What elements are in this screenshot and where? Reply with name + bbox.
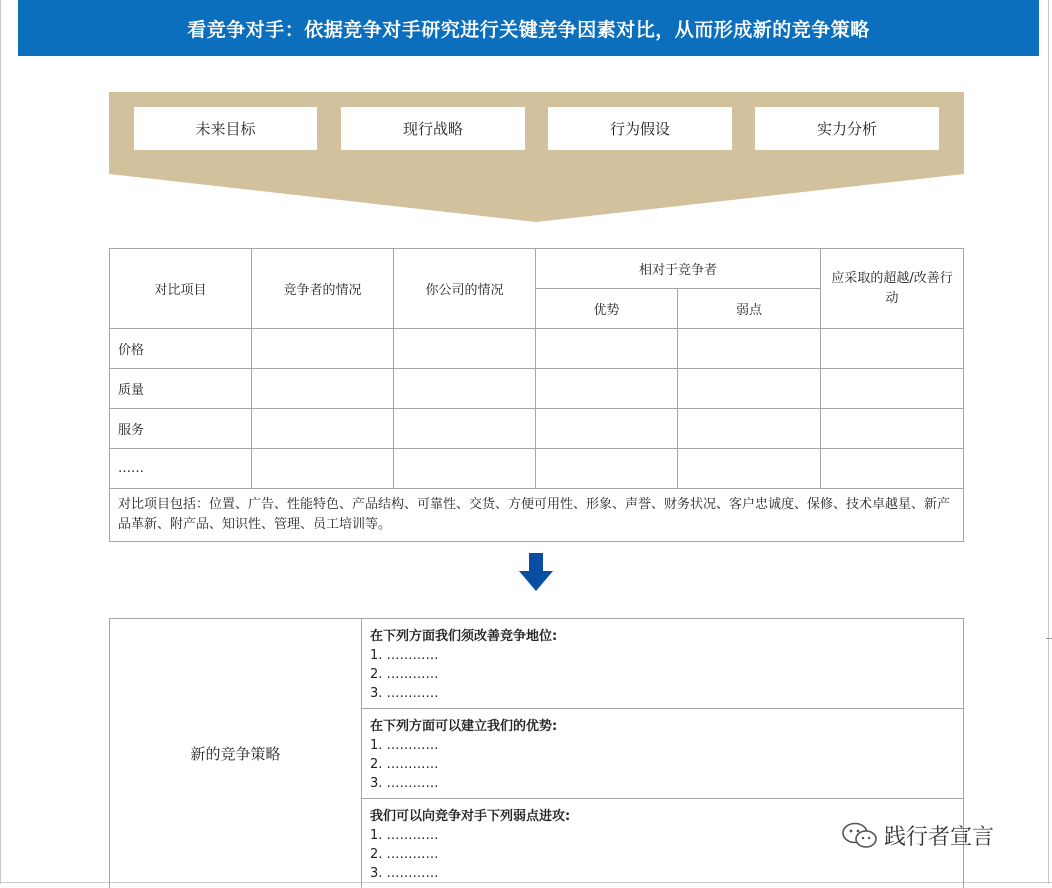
factor-box-2 bbox=[341, 107, 525, 150]
table-row bbox=[110, 329, 964, 369]
row-label: …… bbox=[110, 449, 252, 489]
header-action: 应采取的超越/改善行动 bbox=[821, 249, 964, 329]
strategy-table bbox=[109, 618, 964, 888]
table-cell bbox=[678, 409, 821, 449]
factor-box-4 bbox=[755, 107, 939, 150]
section-title: 在下列方面我们须改善竞争地位: bbox=[370, 627, 955, 646]
header-relative: 相对于竞争者 bbox=[536, 249, 821, 289]
row-label: 服务 bbox=[110, 409, 252, 449]
down-arrow-icon bbox=[519, 553, 553, 591]
page-title: 看竞争对手：依据竞争对手研究进行关键竞争因素对比，从而形成新的竞争策略 bbox=[18, 0, 1039, 56]
table-cell bbox=[678, 329, 821, 369]
strategy-section-improve bbox=[362, 619, 964, 709]
table-cell bbox=[394, 409, 536, 449]
table-cell bbox=[394, 449, 536, 489]
list-item: 2. ………… bbox=[370, 755, 955, 774]
table-cell bbox=[678, 369, 821, 409]
section-title: 在下列方面可以建立我们的优势: bbox=[370, 717, 955, 736]
table-cell bbox=[252, 369, 394, 409]
table-cell bbox=[821, 369, 964, 409]
list-item: 2. ………… bbox=[370, 845, 955, 864]
header-weakness: 弱点 bbox=[678, 289, 821, 329]
table-cell bbox=[394, 369, 536, 409]
table-cell bbox=[536, 409, 678, 449]
table-cell bbox=[536, 369, 678, 409]
table-cell bbox=[678, 449, 821, 489]
list-item: 1. ………… bbox=[370, 826, 955, 845]
factor-label: 未来目标 bbox=[195, 118, 255, 139]
comparison-note: 对比项目包括：位置、广告、性能特色、产品结构、可靠性、交货、方便可用性、形象、声誉、财务状况、客户忠诚度、保修、技术卓越星、新产品革新、附产品、知识性、管理、员工培训等。 bbox=[110, 489, 964, 542]
factor-label: 行为假设 bbox=[610, 118, 670, 139]
factor-box-3 bbox=[548, 107, 732, 150]
list-item: 1. ………… bbox=[370, 736, 955, 755]
factor-funnel bbox=[109, 92, 964, 222]
comparison-table bbox=[109, 248, 964, 542]
table-cell bbox=[394, 329, 536, 369]
header-competitor: 竞争者的情况 bbox=[252, 249, 394, 329]
factor-label: 实力分析 bbox=[817, 118, 877, 139]
wechat-icon bbox=[842, 822, 878, 850]
factor-box-1 bbox=[134, 107, 317, 150]
strategy-section-advantage bbox=[362, 709, 964, 799]
table-cell bbox=[821, 449, 964, 489]
table-cell bbox=[252, 449, 394, 489]
table-cell bbox=[821, 329, 964, 369]
list-item: 3. ………… bbox=[370, 774, 955, 793]
watermark-text: 践行者宣言 bbox=[884, 820, 994, 851]
frame-right-border bbox=[1048, 0, 1049, 884]
table-cell bbox=[252, 329, 394, 369]
table-row bbox=[110, 409, 964, 449]
header-yours: 你公司的情况 bbox=[394, 249, 536, 329]
table-cell bbox=[536, 329, 678, 369]
list-item: 3. ………… bbox=[370, 684, 955, 703]
section-title: 我们可以向竞争对手下列弱点进攻: bbox=[370, 807, 955, 826]
table-row bbox=[110, 369, 964, 409]
strategy-label: 新的竞争策略 bbox=[110, 619, 362, 888]
row-label: 价格 bbox=[110, 329, 252, 369]
watermark bbox=[842, 820, 994, 851]
factor-label: 现行战略 bbox=[403, 118, 463, 139]
header-item: 对比项目 bbox=[110, 249, 252, 329]
frame-left-border bbox=[0, 0, 1, 884]
list-item: 3. ………… bbox=[370, 864, 955, 883]
header-advantage: 优势 bbox=[536, 289, 678, 329]
list-item: 2. ………… bbox=[370, 665, 955, 684]
row-label: 质量 bbox=[110, 369, 252, 409]
table-row bbox=[110, 449, 964, 489]
table-cell bbox=[536, 449, 678, 489]
frame-tick-mark bbox=[1046, 638, 1052, 639]
table-cell bbox=[821, 409, 964, 449]
list-item: 1. ………… bbox=[370, 646, 955, 665]
table-cell bbox=[252, 409, 394, 449]
